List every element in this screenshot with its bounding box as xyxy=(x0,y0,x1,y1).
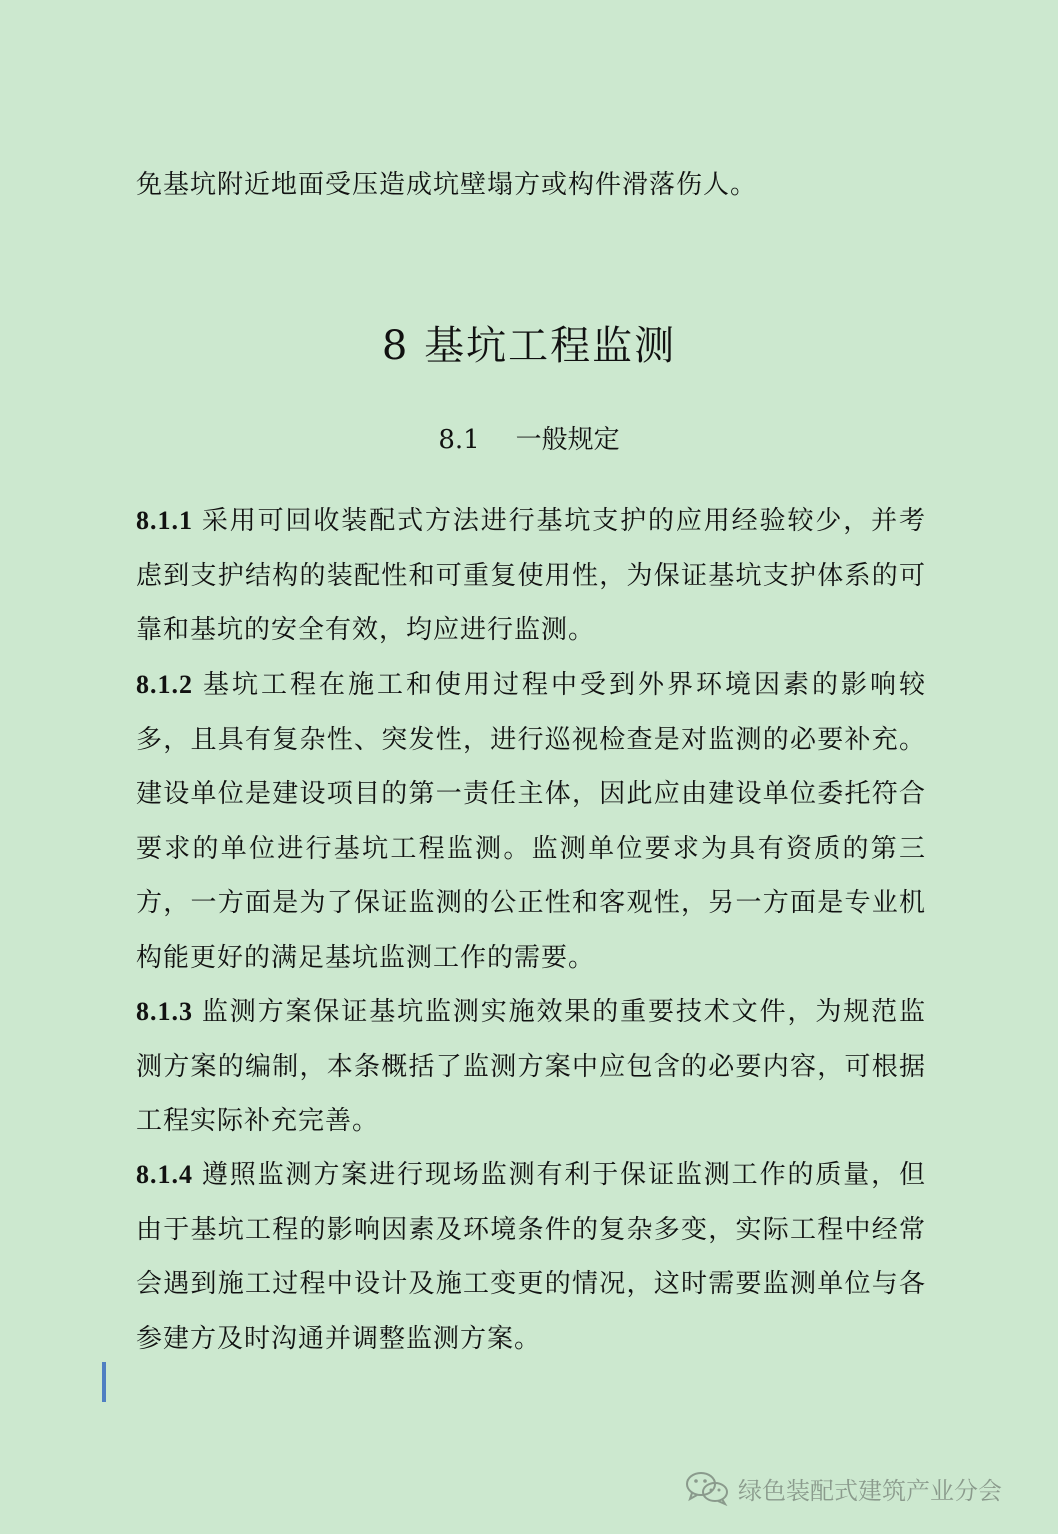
section-title xyxy=(0,420,1058,460)
clause-number: 8.1.4 xyxy=(136,1160,193,1189)
text-cursor xyxy=(102,1362,106,1402)
section-label: 一般规定 xyxy=(515,425,620,455)
wechat-icon xyxy=(684,1470,730,1506)
clause-text: 基坑工程在施工和使用过程中受到外界环境因素的影响较多，且具有复杂性、突发性，进行巡视检查是对监测的必要补充。建设单位是建设项目的第一责任主体，因此应由建设单位委托符合要求的单位进行基坑工程监测。监测单位要求为具有资质的第三方，一方面是为了保证监测的公正性和客观性，另一方面是专业机构能更好的满足基坑监测工作的需要。 xyxy=(136,670,926,973)
paragraph-8-1-4 xyxy=(136,1148,926,1366)
watermark-text: 绿色装配式建筑产业分会 xyxy=(738,1476,1002,1505)
chapter-title: 8 基坑工程监测 xyxy=(381,323,677,369)
watermark xyxy=(684,1466,1002,1510)
clause-number: 8.1.1 xyxy=(136,506,193,535)
clause-text: 遵照监测方案进行现场监测有利于保证监测工作的质量，但由于基坑工程的影响因素及环境条件的复杂多变，实际工程中经常会遇到施工过程中设计及施工变更的情况，这时需要监测单位与各参建方及时沟通并调整监测方案。 xyxy=(136,1160,926,1354)
paragraph-8-1-2 xyxy=(136,658,926,985)
paragraph-8-1-3 xyxy=(136,985,926,1149)
clause-number: 8.1.3 xyxy=(136,997,193,1026)
clause-text: 监测方案保证基坑监测实施效果的重要技术文件，为规范监测方案的编制，本条概括了监测方案中应包含的必要内容，可根据工程实际补充完善。 xyxy=(136,997,926,1136)
clause-number: 8.1.2 xyxy=(136,670,193,699)
section-number: 8.1 xyxy=(438,425,480,455)
clause-text: 采用可回收装配式方法进行基坑支护的应用经验较少，并考虑到支护结构的装配性和可重复使用性，为保证基坑支护体系的可靠和基坑的安全有效，均应进行监测。 xyxy=(136,506,926,645)
paragraph-8-1-1 xyxy=(136,494,926,658)
intro-line: 免基坑附近地面受压造成坑壁塌方或构件滑落伤人。 xyxy=(136,170,758,200)
